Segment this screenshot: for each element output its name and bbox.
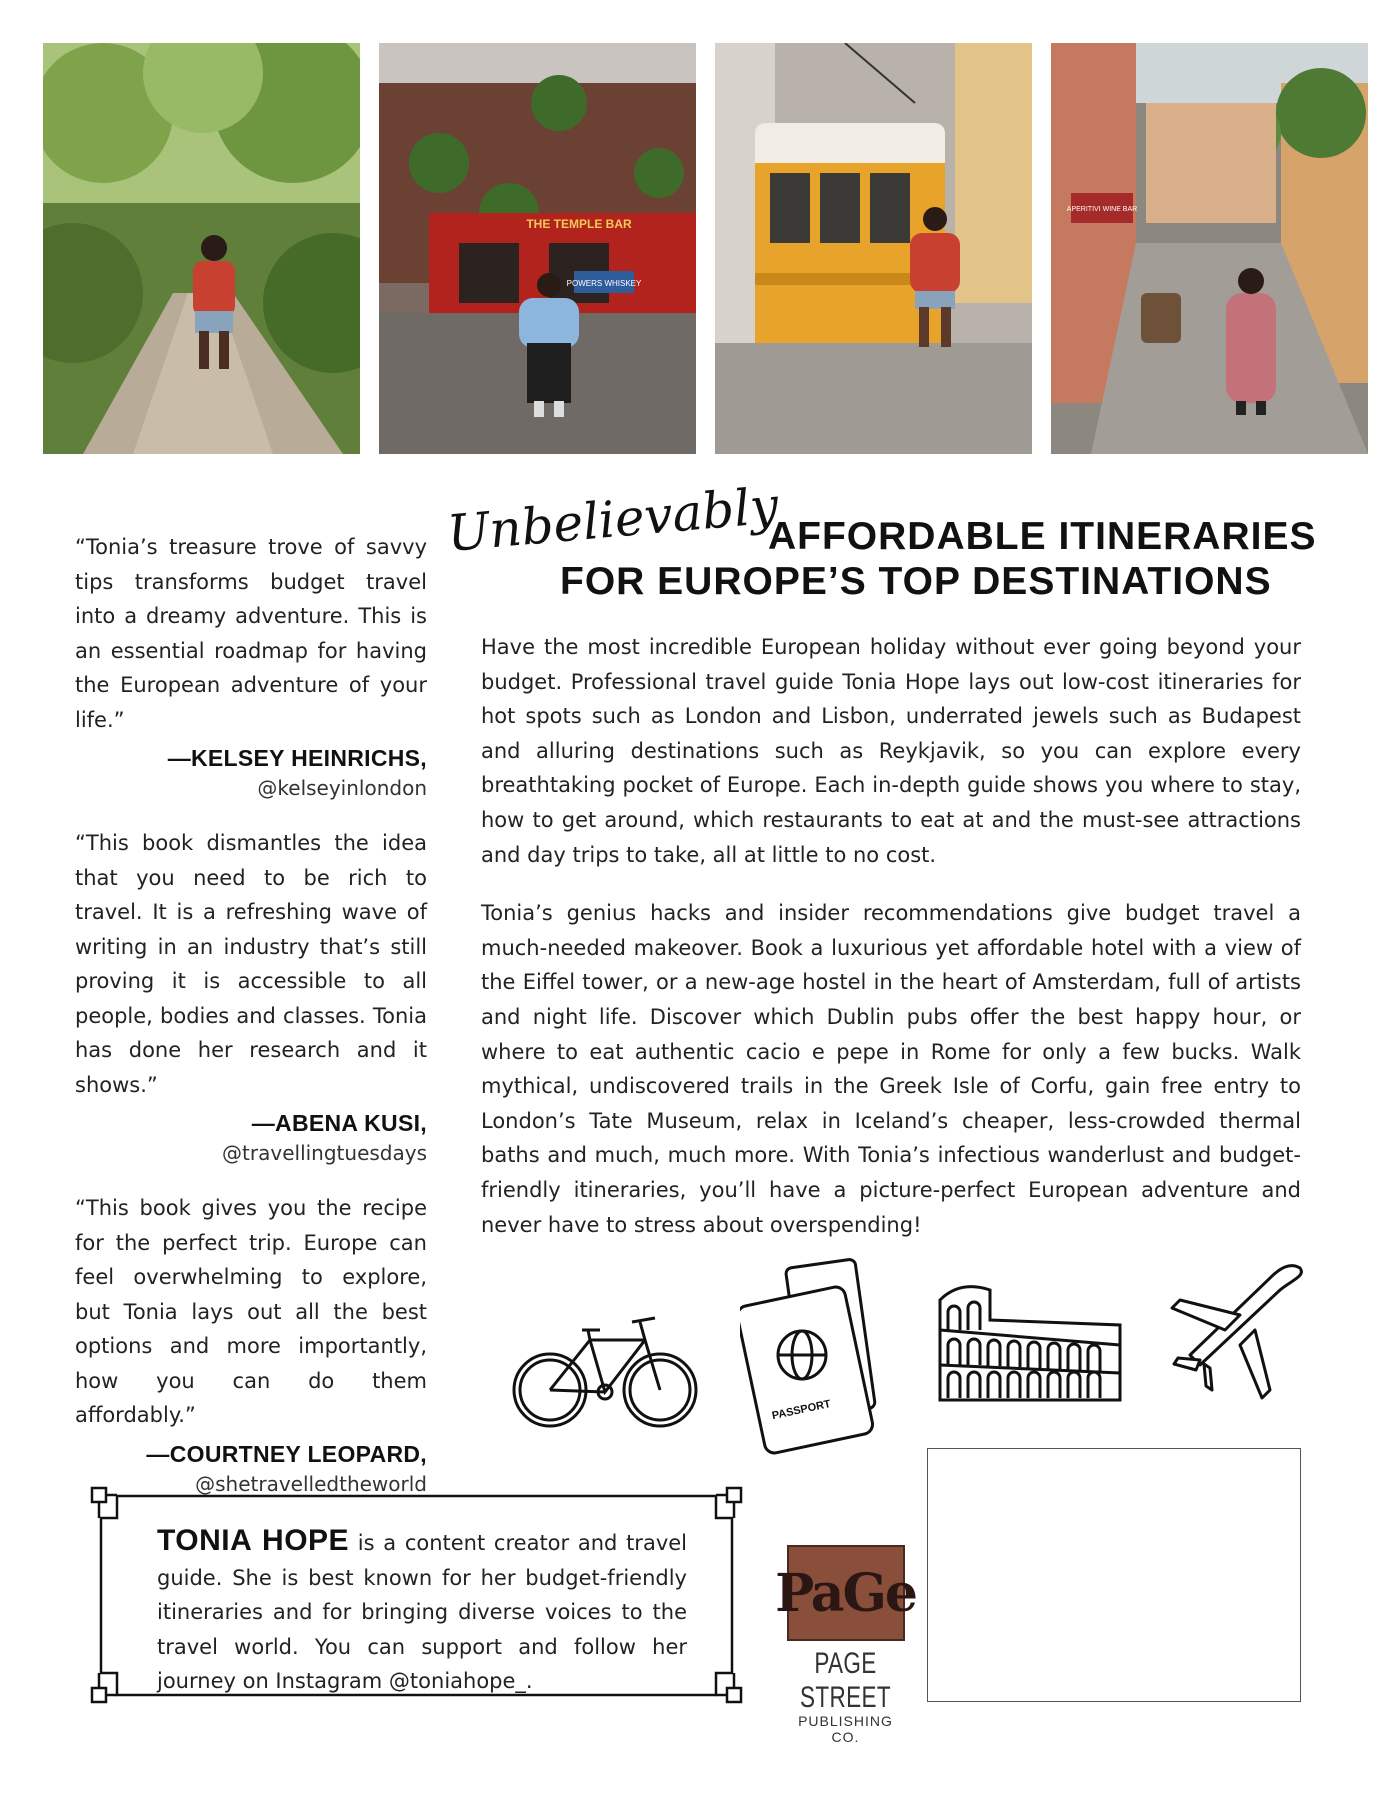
quote-text: “Tonia’s treasure trove of savvy tips transforms budget travel into a dreamy adventure. This is an essential roadmap for having the European adventure of your life.”: [75, 535, 427, 732]
quote-abena: [75, 826, 427, 1165]
description-paragraph-1: Have the most incredible European holiday without ever going beyond your budget. Professional travel guide Tonia Hope lays out low-cost itineraries for hot spots such as London and Lisbon, underrated jewels such as Budapest and alluring destinations such as Reykjavik, so you can explore every breathtaking pocket of Europe. Each in-depth guide shows you where to stay, how to get around, which restaurants to eat at and the must-see attractions and day trips to take, all at little to no cost.: [481, 635, 1301, 867]
publisher-name: PAGE STREET: [799, 1647, 892, 1714]
quote-handle: @travellingtuesdays: [222, 1141, 427, 1165]
description-body: [481, 630, 1301, 1266]
description-paragraph-2: Tonia’s genius hacks and insider recommendations give budget travel a much-needed makeover. Book a luxurious yet affordable hotel with a view of the Eiffel tower, or a new-age hostel in the heart of Amsterdam, full of artists and night life. Discover which Dublin pubs offer the best happy hour, or where to eat authentic cacio e pepe in Rome for only a few bucks. Walk mythical, undiscovered trails in the Greek Isle of Corfu, gain free entry to London’s Tate Museum, relax in Iceland’s cheaper, less-crowded thermal baths and much, much more. With Tonia’s infectious wanderlust and budget-friendly itineraries, you’ll have a picture-perfect European adventure and never have to stress about overspending!: [481, 901, 1301, 1237]
headline-line-1: AFFORDABLE ITINERARIES: [768, 515, 1317, 558]
quote-kelsey: [75, 530, 427, 800]
travel-icons-row: [510, 1255, 1310, 1470]
publisher-logo: [775, 1545, 916, 1745]
endorsement-quotes: [75, 530, 427, 1522]
airplane-icon: [1170, 1260, 1310, 1400]
yellow-tram-photo: [715, 43, 1032, 454]
bio-text: [157, 1524, 687, 1699]
colosseum-icon: [930, 1270, 1130, 1410]
quote-text: “This book gives you the recipe for the perfect trip. Europe can feel overwhelming to explore, but Tonia lays out all the best options and more importantly, how you can do them affordably.”: [75, 1196, 427, 1427]
bio-description: is a content creator and travel guide. She is best known for her budget-friendly itineraries and for bringing diverse voices to the travel world. You can support and follow her journey on Instagram @toniahope_.: [157, 1531, 687, 1694]
publisher-subtitle: PUBLISHING CO.: [798, 1713, 893, 1745]
passport-icon: [740, 1255, 900, 1465]
quote-author: —ABENA KUSI,: [251, 1110, 427, 1136]
stone-steps-street-photo: [1051, 43, 1368, 454]
passport-label: PASSPORT: [770, 1397, 832, 1423]
quote-handle: @shetravelledtheworld: [195, 1471, 427, 1496]
author-bio-box: [84, 1478, 749, 1713]
pub-name-text: THE TEMPLE BAR: [526, 217, 632, 231]
pub-sign-text: POWERS WHISKEY: [566, 279, 642, 288]
quote-courtney: [75, 1191, 427, 1496]
quote-author: —KELSEY HEINRICHS,: [167, 745, 427, 771]
author-name: TONIA HOPE: [157, 1524, 350, 1557]
headline-line-2: FOR EUROPE’S TOP DESTINATIONS: [560, 560, 1272, 603]
quote-handle: @kelseyinlondon: [257, 776, 427, 800]
garden-path-photo: [43, 43, 360, 454]
barcode-placeholder-box: [927, 1448, 1301, 1702]
headline: [444, 476, 1317, 615]
photo-strip: [43, 43, 1359, 454]
quote-text: “This book dismantles the idea that you need to be rich to travel. It is a refreshing wave of writing in an industry that’s still proving it is accessible to all people, bodies and classes. Tonia has done her research and it shows.”: [75, 831, 427, 1097]
quote-author: —COURTNEY LEOPARD,: [146, 1440, 427, 1467]
headline-script-word: Unbelievably: [444, 476, 781, 563]
temple-bar-pub-photo: [379, 43, 696, 454]
bicycle-icon: [510, 1310, 700, 1430]
publisher-letterpress-mark: PaGe: [787, 1545, 905, 1641]
wine-bar-sign-text: APERITIVI WINE BAR: [1066, 206, 1138, 213]
